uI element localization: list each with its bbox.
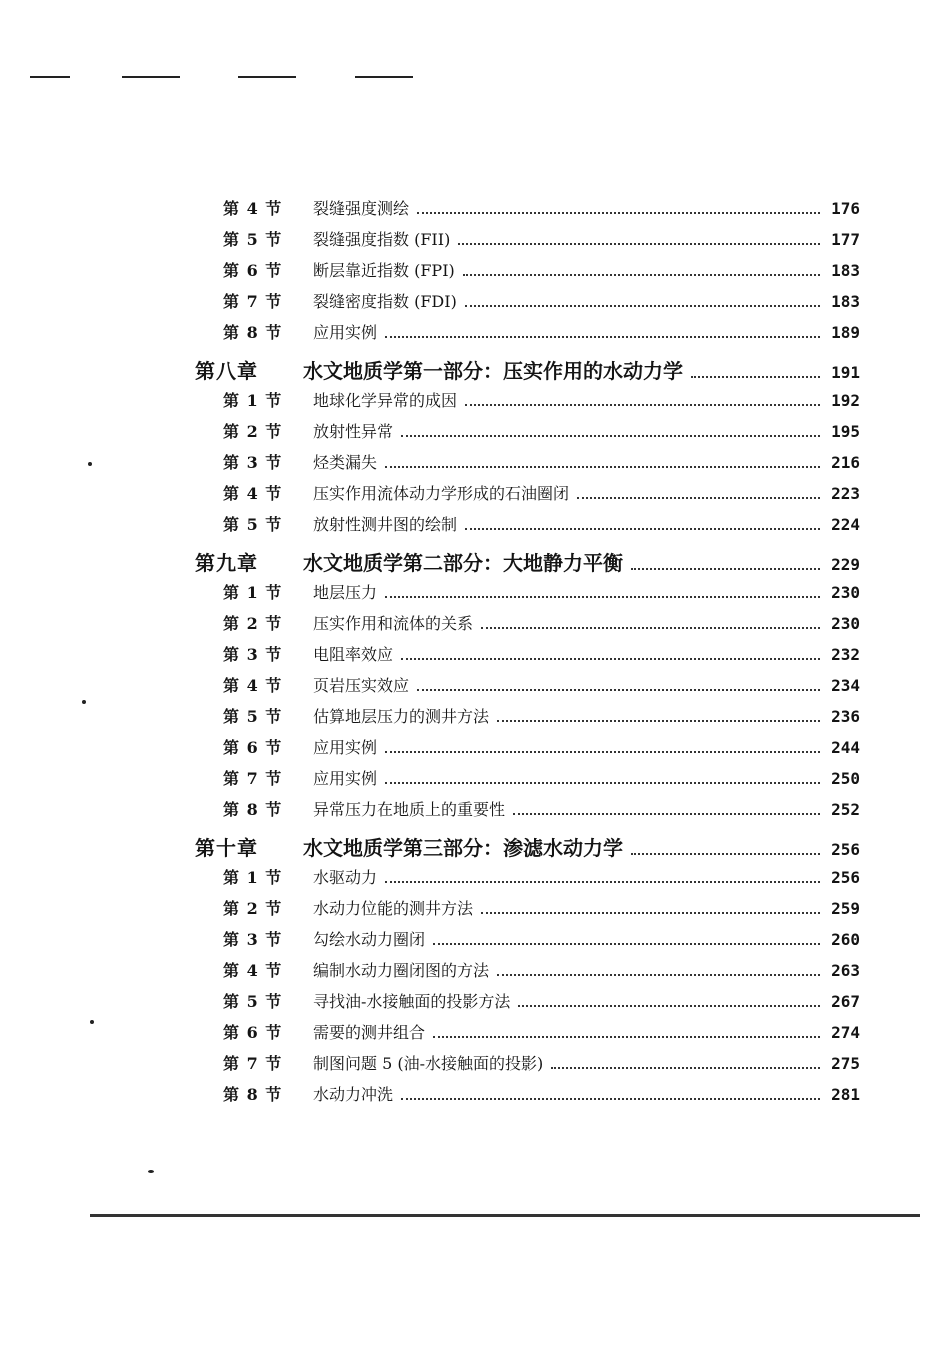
toc-section-entry[interactable] (195, 388, 860, 419)
page-number: 244 (831, 738, 860, 757)
section-title: 压实作用和流体的关系 (313, 614, 474, 633)
page-number: 230 (831, 614, 860, 633)
dot-leader (385, 751, 820, 753)
page-number: 267 (831, 992, 860, 1011)
footer-rule (90, 1214, 920, 1217)
section-title: 水动力冲洗 (313, 1085, 394, 1104)
page-number: 189 (831, 323, 860, 342)
section-number: 第 7 节 (223, 292, 283, 311)
scan-speck (148, 1170, 154, 1173)
toc-section-entry[interactable] (195, 1082, 860, 1113)
section-number: 第 5 节 (223, 707, 283, 726)
section-title: 裂缝强度指数 (FII) (313, 230, 451, 249)
scan-speck (88, 462, 92, 466)
toc-section-entry[interactable] (195, 896, 860, 927)
section-title: 应用实例 (313, 738, 378, 757)
section-number: 第 2 节 (223, 614, 283, 633)
page-number: 191 (831, 363, 860, 382)
dot-leader (465, 404, 820, 406)
header-rule-3 (238, 76, 296, 78)
section-title: 估算地层压力的测井方法 (313, 707, 490, 726)
toc-section-entry[interactable] (195, 512, 860, 543)
section-title: 勾绘水动力圈闭 (313, 930, 426, 949)
page-number: 256 (831, 868, 860, 887)
section-title: 制图问题 5 (油-水接触面的投影) (313, 1054, 544, 1073)
section-number: 第 6 节 (223, 261, 283, 280)
page-number: 236 (831, 707, 860, 726)
toc-chapter-entry[interactable] (195, 351, 860, 388)
header-rule-1 (30, 76, 70, 78)
section-title: 裂缝强度测绘 (313, 199, 410, 218)
section-number: 第 4 节 (223, 961, 283, 980)
section-title: 应用实例 (313, 769, 378, 788)
table-of-contents (195, 196, 860, 1113)
dot-leader (631, 853, 820, 855)
dot-leader (465, 305, 820, 307)
dot-leader (401, 435, 820, 437)
dot-leader (463, 274, 820, 276)
page-number: 256 (831, 840, 860, 859)
dot-leader (401, 658, 820, 660)
dot-leader (631, 568, 820, 570)
toc-section-entry[interactable] (195, 704, 860, 735)
section-title: 压实作用流体动力学形成的石油圈闭 (313, 484, 570, 503)
toc-section-entry[interactable] (195, 419, 860, 450)
chapter-number: 第九章 (195, 551, 258, 575)
section-number: 第 6 节 (223, 1023, 283, 1042)
section-title: 异常压力在地质上的重要性 (313, 800, 506, 819)
section-title: 应用实例 (313, 323, 378, 342)
section-number: 第 2 节 (223, 422, 283, 441)
section-title: 水驱动力 (313, 868, 378, 887)
dot-leader (481, 912, 820, 914)
section-number: 第 7 节 (223, 1054, 283, 1073)
dot-leader (465, 528, 820, 530)
header-rule-2 (122, 76, 180, 78)
toc-section-entry[interactable] (195, 1051, 860, 1082)
toc-section-entry[interactable] (195, 258, 860, 289)
section-title: 断层靠近指数 (FPI) (313, 261, 455, 280)
section-number: 第 2 节 (223, 899, 283, 918)
page-number: 259 (831, 899, 860, 918)
section-title: 地球化学异常的成因 (313, 391, 458, 410)
dot-leader (417, 212, 820, 214)
section-title: 页岩压实效应 (313, 676, 410, 695)
page-number: 230 (831, 583, 860, 602)
toc-section-entry[interactable] (195, 673, 860, 704)
section-title: 编制水动力圈闭图的方法 (313, 961, 490, 980)
section-number: 第 1 节 (223, 391, 283, 410)
section-title: 电阻率效应 (313, 645, 394, 664)
page-number: 183 (831, 292, 860, 311)
toc-section-entry[interactable] (195, 1020, 860, 1051)
dot-leader (497, 720, 820, 722)
dot-leader (385, 782, 820, 784)
section-number: 第 4 节 (223, 676, 283, 695)
toc-section-entry[interactable] (195, 320, 860, 351)
page-number: 216 (831, 453, 860, 472)
chapter-title: 水文地质学第三部分：渗滤水动力学 (303, 836, 623, 860)
page-number: 195 (831, 422, 860, 441)
toc-section-entry[interactable] (195, 289, 860, 320)
dot-leader (577, 497, 820, 499)
page-number: 176 (831, 199, 860, 218)
section-number: 第 1 节 (223, 583, 283, 602)
toc-section-entry[interactable] (195, 481, 860, 512)
toc-chapter-entry[interactable] (195, 828, 860, 865)
section-number: 第 3 节 (223, 930, 283, 949)
toc-section-entry[interactable] (195, 642, 860, 673)
section-number: 第 3 节 (223, 645, 283, 664)
page-number: 275 (831, 1054, 860, 1073)
dot-leader (433, 943, 820, 945)
dot-leader (417, 689, 820, 691)
page-number: 263 (831, 961, 860, 980)
section-title: 寻找油-水接触面的投影方法 (313, 992, 511, 1011)
dot-leader (385, 336, 820, 338)
section-number: 第 8 节 (223, 1085, 283, 1104)
page-number: 260 (831, 930, 860, 949)
chapter-number: 第八章 (195, 359, 258, 383)
chapter-title: 水文地质学第一部分：压实作用的水动力学 (303, 359, 683, 383)
section-number: 第 1 节 (223, 868, 283, 887)
scan-speck (90, 1020, 94, 1024)
page-number: 250 (831, 769, 860, 788)
toc-section-entry[interactable] (195, 450, 860, 481)
toc-section-entry[interactable] (195, 865, 860, 896)
section-title: 烃类漏失 (313, 453, 378, 472)
page-number: 252 (831, 800, 860, 819)
toc-section-entry[interactable] (195, 735, 860, 766)
page-number: 224 (831, 515, 860, 534)
toc-section-entry[interactable] (195, 797, 860, 828)
dot-leader (385, 466, 820, 468)
section-title: 需要的测井组合 (313, 1023, 426, 1042)
page-number: 223 (831, 484, 860, 503)
dot-leader (385, 881, 820, 883)
page-number: 281 (831, 1085, 860, 1104)
section-number: 第 6 节 (223, 738, 283, 757)
toc-section-entry[interactable] (195, 927, 860, 958)
header-rule-4 (355, 76, 413, 78)
chapter-number: 第十章 (195, 836, 258, 860)
dot-leader (385, 596, 820, 598)
section-number: 第 8 节 (223, 323, 283, 342)
dot-leader (401, 1098, 820, 1100)
section-title: 水动力位能的测井方法 (313, 899, 474, 918)
dot-leader (513, 813, 820, 815)
section-number: 第 4 节 (223, 484, 283, 503)
section-title: 放射性测井图的绘制 (313, 515, 458, 534)
section-title: 裂缝密度指数 (FDI) (313, 292, 457, 311)
page-number: 232 (831, 645, 860, 664)
page-number: 177 (831, 230, 860, 249)
section-number: 第 5 节 (223, 515, 283, 534)
toc-section-entry[interactable] (195, 766, 860, 797)
dot-leader (481, 627, 820, 629)
toc-section-entry[interactable] (195, 958, 860, 989)
dot-leader (433, 1036, 820, 1038)
scan-speck (82, 700, 86, 704)
section-number: 第 8 节 (223, 800, 283, 819)
dot-leader (497, 974, 820, 976)
dot-leader (518, 1005, 820, 1007)
dot-leader (458, 243, 820, 245)
dot-leader (691, 376, 820, 378)
section-number: 第 4 节 (223, 199, 283, 218)
section-title: 地层压力 (313, 583, 378, 602)
toc-section-entry[interactable] (195, 580, 860, 611)
page-number: 234 (831, 676, 860, 695)
page-number: 274 (831, 1023, 860, 1042)
section-number: 第 7 节 (223, 769, 283, 788)
page-number: 183 (831, 261, 860, 280)
section-number: 第 5 节 (223, 230, 283, 249)
toc-section-entry[interactable] (195, 611, 860, 642)
toc-section-entry[interactable] (195, 989, 860, 1020)
section-number: 第 5 节 (223, 992, 283, 1011)
toc-section-entry[interactable] (195, 196, 860, 227)
dot-leader (551, 1067, 820, 1069)
section-title: 放射性异常 (313, 422, 394, 441)
page-number: 192 (831, 391, 860, 410)
toc-section-entry[interactable] (195, 227, 860, 258)
page-number: 229 (831, 555, 860, 574)
section-number: 第 3 节 (223, 453, 283, 472)
chapter-title: 水文地质学第二部分：大地静力平衡 (303, 551, 623, 575)
toc-chapter-entry[interactable] (195, 543, 860, 580)
